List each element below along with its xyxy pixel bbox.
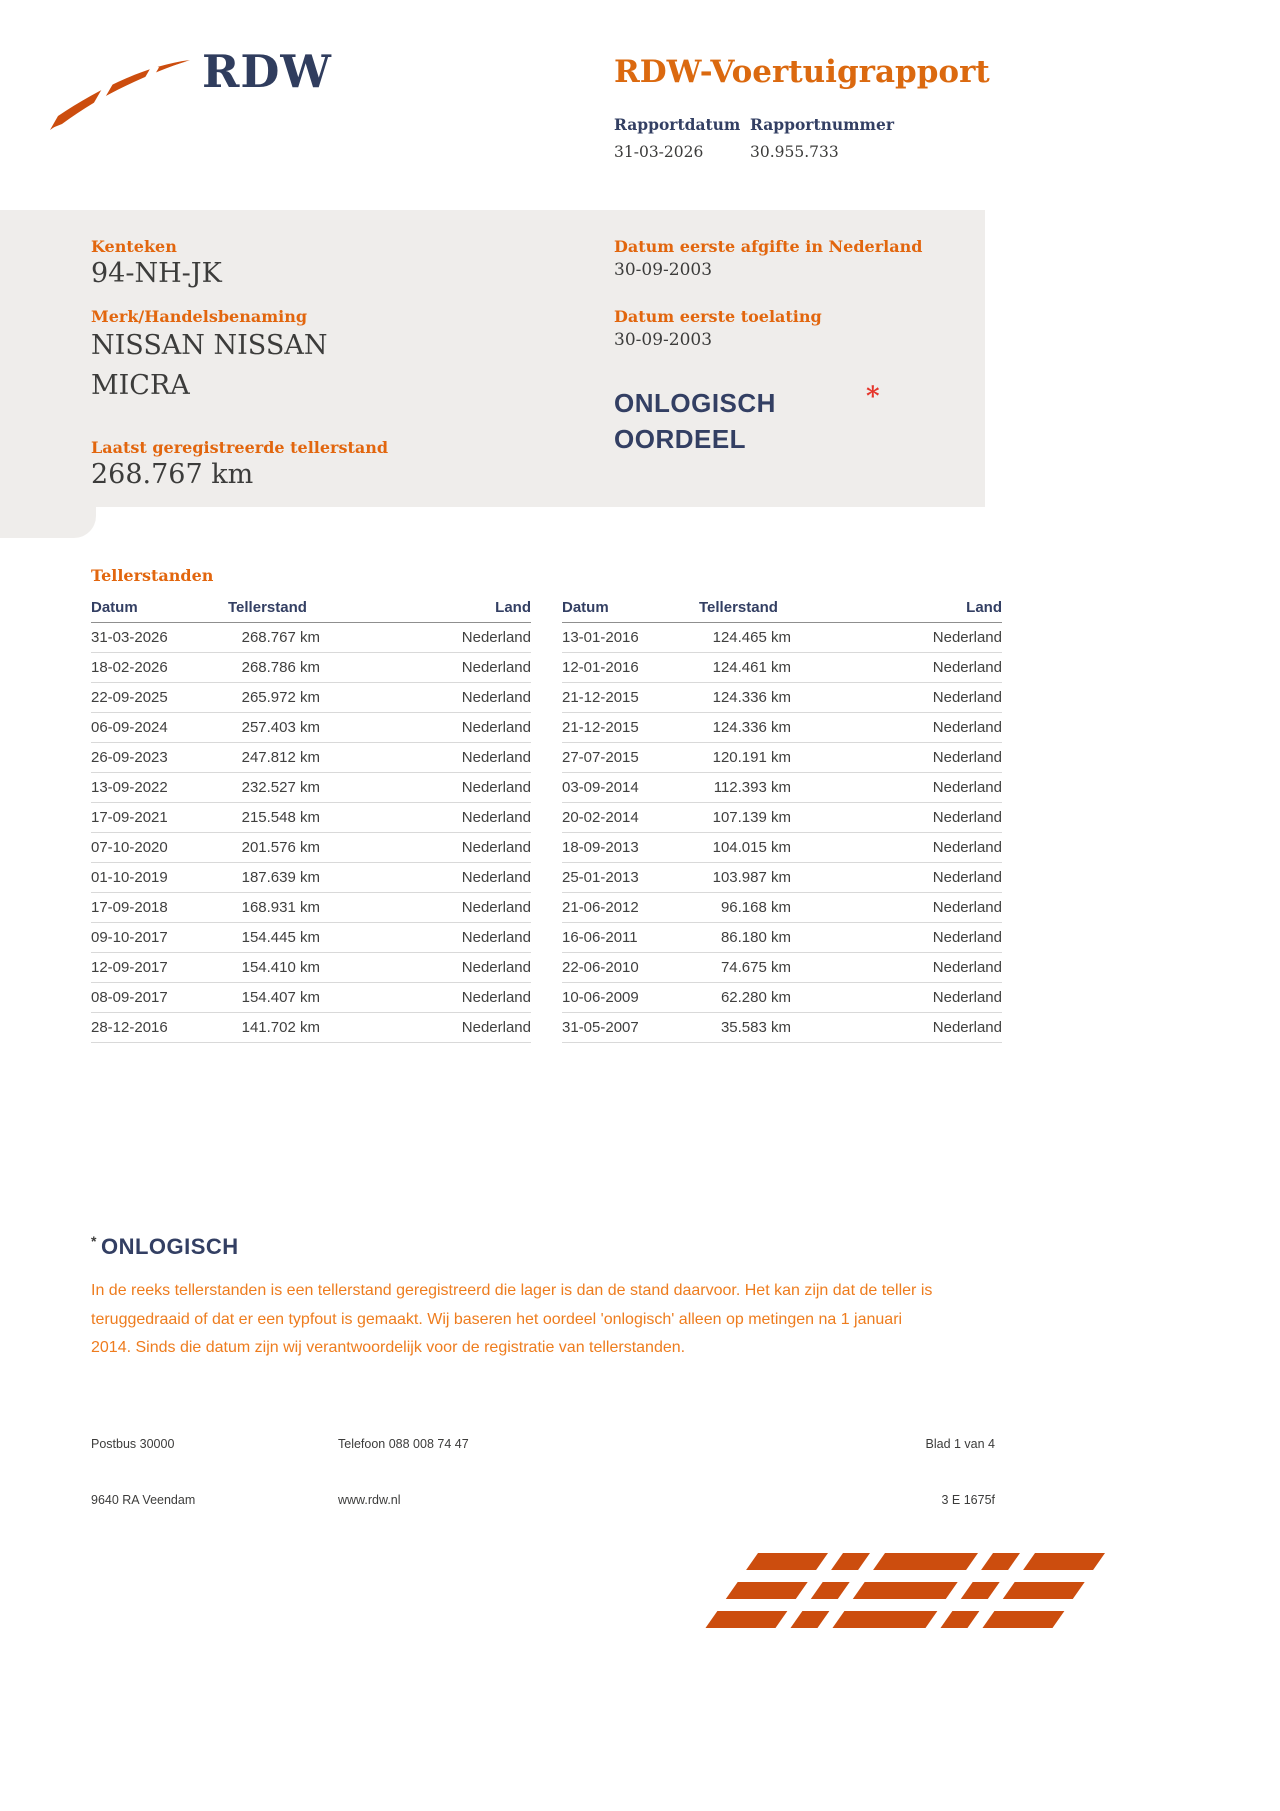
afgifte-label: Datum eerste afgifte in Nederland <box>614 237 923 256</box>
cell-datum: 08-09-2017 <box>91 989 168 1006</box>
cell-datum: 16-06-2011 <box>562 929 638 946</box>
vehicle-summary-panel <box>0 210 985 507</box>
note-title-text: ONLOGISCH <box>100 1234 239 1259</box>
cell-km: 268.767 km <box>241 629 320 646</box>
cell-land: Nederland <box>461 929 531 946</box>
table-row <box>91 923 531 953</box>
merk-value: NISSAN NISSAN MICRA <box>91 330 328 401</box>
report-date-value: 31-03-2026 <box>614 143 704 161</box>
table-row <box>562 923 1002 953</box>
cell-land: Nederland <box>461 839 531 856</box>
odometer-table-left <box>91 593 531 1043</box>
cell-km: 74.675 km <box>720 959 791 976</box>
cell-datum: 22-06-2010 <box>562 959 639 976</box>
table-row <box>91 893 531 923</box>
footer-website: www.rdw.nl <box>338 1493 401 1507</box>
onlogisch-note <box>91 1233 941 1363</box>
cell-datum: 31-03-2026 <box>91 629 168 646</box>
column-header-datum: Datum <box>91 599 138 616</box>
cell-datum: 17-09-2018 <box>91 899 168 916</box>
table-row <box>562 713 1002 743</box>
kenteken-label: Kenteken <box>91 237 177 256</box>
oordeel-asterisk: * <box>866 382 880 412</box>
cell-km: 187.639 km <box>241 869 320 886</box>
cell-land: Nederland <box>461 689 531 706</box>
report-number-label: Rapportnummer <box>750 115 894 134</box>
cell-km: 86.180 km <box>720 929 791 946</box>
report-number-value: 30.955.733 <box>750 143 839 161</box>
cell-land: Nederland <box>461 869 531 886</box>
cell-land: Nederland <box>932 869 1002 886</box>
footer-page-number: Blad 1 van 4 <box>925 1437 995 1451</box>
cell-km: 232.527 km <box>241 779 320 796</box>
cell-km: 104.015 km <box>712 839 791 856</box>
cell-km: 154.410 km <box>241 959 320 976</box>
cell-datum: 26-09-2023 <box>91 749 168 766</box>
panel-corner-tab <box>0 507 96 538</box>
cell-land: Nederland <box>932 929 1002 946</box>
column-header-tellerstand: Tellerstand <box>228 599 307 616</box>
footer-form-code: 3 E 1675f <box>941 1493 995 1507</box>
cell-datum: 18-02-2026 <box>91 659 168 676</box>
table-row <box>91 743 531 773</box>
cell-land: Nederland <box>461 629 531 646</box>
cell-land: Nederland <box>932 989 1002 1006</box>
cell-datum: 21-12-2015 <box>562 689 639 706</box>
table-row <box>562 833 1002 863</box>
table-row <box>562 983 1002 1013</box>
table-row <box>91 653 531 683</box>
cell-datum: 10-06-2009 <box>562 989 639 1006</box>
table-row <box>91 863 531 893</box>
cell-land: Nederland <box>461 719 531 736</box>
cell-land: Nederland <box>461 779 531 796</box>
cell-datum: 07-10-2020 <box>91 839 168 856</box>
cell-km: 215.548 km <box>241 809 320 826</box>
cell-datum: 13-01-2016 <box>562 629 639 646</box>
table-row <box>562 743 1002 773</box>
page-title: RDW-Voertuigrapport <box>614 54 990 90</box>
table-row <box>91 983 531 1013</box>
rdw-logo-icon <box>50 58 190 133</box>
cell-km: 112.393 km <box>713 779 791 796</box>
cell-km: 257.403 km <box>241 719 320 736</box>
cell-land: Nederland <box>932 959 1002 976</box>
rdw-logo-text: RDW <box>202 45 332 98</box>
table-row <box>562 803 1002 833</box>
cell-land: Nederland <box>932 899 1002 916</box>
cell-datum: 20-02-2014 <box>562 809 639 826</box>
tellerstand-value: 268.767 km <box>91 459 254 490</box>
cell-land: Nederland <box>932 779 1002 796</box>
cell-land: Nederland <box>932 719 1002 736</box>
cell-km: 62.280 km <box>720 989 791 1006</box>
cell-land: Nederland <box>932 1019 1002 1036</box>
table-row <box>562 773 1002 803</box>
cell-land: Nederland <box>461 659 531 676</box>
cell-land: Nederland <box>932 809 1002 826</box>
cell-land: Nederland <box>461 899 531 916</box>
cell-land: Nederland <box>932 749 1002 766</box>
table-row <box>562 683 1002 713</box>
cell-datum: 25-01-2013 <box>562 869 639 886</box>
table-row <box>91 623 531 653</box>
cell-km: 107.139 km <box>712 809 791 826</box>
cell-land: Nederland <box>932 659 1002 676</box>
table-row <box>91 713 531 743</box>
table-row <box>562 863 1002 893</box>
table-row <box>91 833 531 863</box>
footer-address-line1: Postbus 30000 <box>91 1437 175 1451</box>
cell-km: 265.972 km <box>241 689 320 706</box>
cell-datum: 06-09-2024 <box>91 719 168 736</box>
table-row <box>562 893 1002 923</box>
report-date-label: Rapportdatum <box>614 115 741 134</box>
cell-datum: 31-05-2007 <box>562 1019 639 1036</box>
cell-datum: 01-10-2019 <box>91 869 168 886</box>
cell-datum: 21-12-2015 <box>562 719 639 736</box>
cell-km: 247.812 km <box>241 749 320 766</box>
toelating-value: 30-09-2003 <box>614 330 713 350</box>
kenteken-value: 94-NH-JK <box>91 258 222 289</box>
cell-land: Nederland <box>461 749 531 766</box>
table-row <box>562 623 1002 653</box>
cell-land: Nederland <box>932 839 1002 856</box>
note-title <box>91 1233 941 1260</box>
note-asterisk: * <box>91 1233 97 1249</box>
table-row <box>91 803 531 833</box>
table-header-row <box>562 593 1002 623</box>
rdw-stripes-icon <box>680 1553 1105 1635</box>
cell-km: 268.786 km <box>241 659 320 676</box>
column-header-land: Land <box>966 599 1002 616</box>
cell-km: 103.987 km <box>712 869 791 886</box>
oordeel-verdict: ONLOGISCH OORDEEL <box>614 388 776 454</box>
cell-km: 154.407 km <box>241 989 320 1006</box>
cell-datum: 18-09-2013 <box>562 839 639 856</box>
cell-datum: 03-09-2014 <box>562 779 639 796</box>
report-number-block <box>750 115 894 161</box>
tellerstanden-tables <box>91 593 1002 1043</box>
cell-km: 201.576 km <box>241 839 320 856</box>
table-row <box>562 653 1002 683</box>
tellerstanden-title: Tellerstanden <box>91 566 214 585</box>
cell-km: 120.191 km <box>712 749 791 766</box>
cell-km: 35.583 km <box>720 1019 791 1036</box>
cell-km: 124.461 km <box>712 659 791 676</box>
cell-km: 124.465 km <box>712 629 791 646</box>
odometer-table-right <box>562 593 1002 1043</box>
cell-land: Nederland <box>932 689 1002 706</box>
footer-address-line2: 9640 RA Veendam <box>91 1493 196 1507</box>
note-paragraph: In de reeks tellerstanden is een tellerstand geregistreerd die lager is dan de stand daarvoor. Het kan zijn dat de teller is teruggedraaid of dat er een typfout is gemaakt. Wij baseren het oordeel 'onlogisch' alleen op metingen na 1 januari 2014. Sinds die datum zijn wij verantwoordelijk voor de registratie van tellerstanden. <box>91 1282 933 1356</box>
cell-datum: 12-09-2017 <box>91 959 168 976</box>
cell-datum: 22-09-2025 <box>91 689 168 706</box>
cell-land: Nederland <box>461 989 531 1006</box>
table-body <box>562 623 1002 1043</box>
cell-datum: 09-10-2017 <box>91 929 168 946</box>
table-row <box>91 773 531 803</box>
cell-km: 141.702 km <box>241 1019 320 1036</box>
table-row <box>562 953 1002 983</box>
column-header-datum: Datum <box>562 599 609 616</box>
table-row <box>91 683 531 713</box>
report-date-block <box>614 115 740 161</box>
cell-km: 154.445 km <box>241 929 320 946</box>
cell-land: Nederland <box>461 959 531 976</box>
afgifte-value: 30-09-2003 <box>614 260 713 280</box>
cell-km: 124.336 km <box>712 689 791 706</box>
cell-datum: 13-09-2022 <box>91 779 168 796</box>
cell-datum: 27-07-2015 <box>562 749 639 766</box>
cell-land: Nederland <box>932 629 1002 646</box>
cell-land: Nederland <box>461 809 531 826</box>
cell-km: 124.336 km <box>712 719 791 736</box>
toelating-label: Datum eerste toelating <box>614 307 822 326</box>
cell-land: Nederland <box>461 1019 531 1036</box>
merk-label: Merk/Handelsbenaming <box>91 307 308 326</box>
cell-datum: 12-01-2016 <box>562 659 639 676</box>
column-header-land: Land <box>495 599 531 616</box>
footer-phone: Telefoon 088 008 74 47 <box>338 1437 469 1451</box>
cell-datum: 28-12-2016 <box>91 1019 168 1036</box>
cell-km: 168.931 km <box>241 899 320 916</box>
cell-datum: 17-09-2021 <box>91 809 168 826</box>
cell-km: 96.168 km <box>720 899 791 916</box>
cell-datum: 21-06-2012 <box>562 899 639 916</box>
tellerstand-label: Laatst geregistreerde tellerstand <box>91 438 389 457</box>
table-body <box>91 623 531 1043</box>
table-row <box>91 953 531 983</box>
table-row <box>562 1013 1002 1043</box>
table-header-row <box>91 593 531 623</box>
column-header-tellerstand: Tellerstand <box>699 599 778 616</box>
table-row <box>91 1013 531 1043</box>
